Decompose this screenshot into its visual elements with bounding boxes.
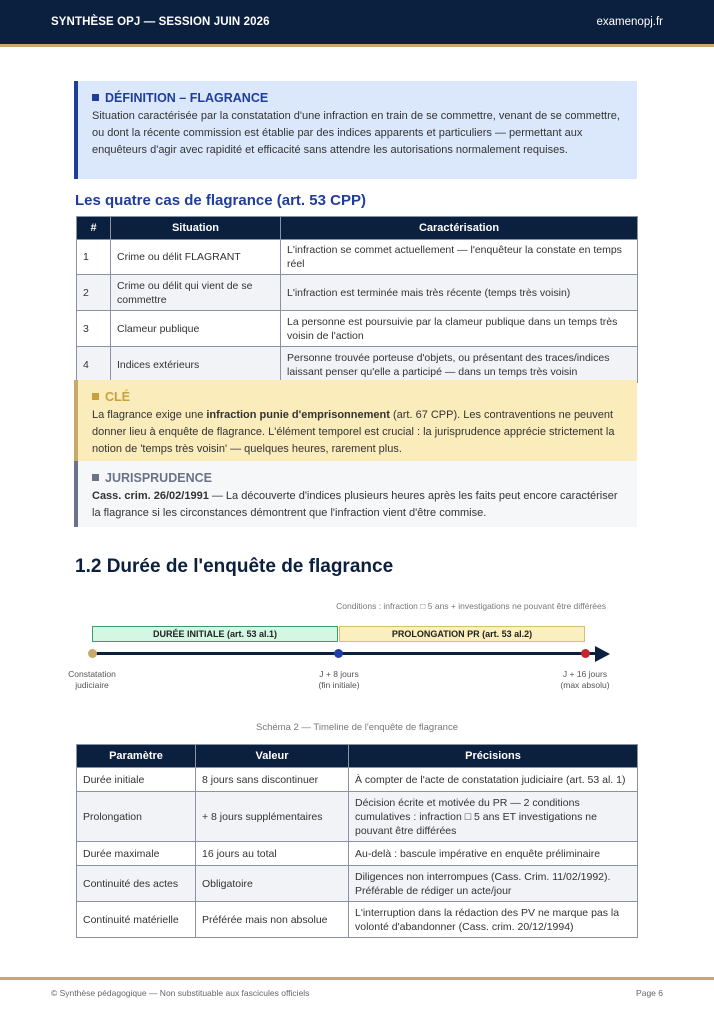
header-title: SYNTHÈSE OPJ — SESSION JUIN 2026: [51, 16, 270, 28]
square-bullet-icon: [92, 393, 99, 400]
table-cell: Crime ou délit qui vient de se commettre: [111, 275, 281, 311]
definition-title: DÉFINITION – FLAGRANCE: [105, 91, 269, 105]
table-cell: Diligences non interrompues (Cass. Crim. 11/02/1992). Préférable de rédiger un acte/jour: [349, 866, 638, 902]
table-cell: 2: [77, 275, 111, 311]
table-row: [77, 347, 638, 383]
table-cell: + 8 jours supplémentaires: [196, 792, 349, 842]
table-cell: Continuité matérielle: [77, 902, 196, 938]
table-cell: Continuité des actes: [77, 866, 196, 902]
table-cell: L'infraction se commet actuellement — l'enquêteur la constate en temps réel: [281, 240, 638, 275]
table-cell: 4: [77, 347, 111, 383]
table-row: [77, 842, 638, 866]
phase-extension-bar: PROLONGATION PR (art. 53 al.2): [339, 626, 585, 642]
key-callout: [74, 380, 637, 461]
table-cell: Personne trouvée porteuse d'objets, ou présentant des traces/indices laissant penser qu'elle a participé — dans un temps très voisin: [281, 347, 638, 383]
page-number: Page 6: [636, 988, 663, 998]
key-text: La flagrance exige une: [92, 409, 207, 421]
jurisprudence-title: JURISPRUDENCE: [105, 471, 212, 485]
timeline-diagram: [0, 595, 714, 735]
footer-divider: [0, 977, 714, 980]
table-cell: La personne est poursuivie par la clameur publique dans un temps très voisin de l'action: [281, 311, 638, 347]
table-cell: À compter de l'acte de constatation judiciaire (art. 53 al. 1): [349, 768, 638, 792]
key-title: CLÉ: [105, 390, 130, 404]
arrow-right-icon: [595, 646, 610, 662]
table-cell: Décision écrite et motivée du PR — 2 conditions cumulatives : infraction □ 5 ans ET investigations ne pouvant être différées: [349, 792, 638, 842]
table-cell: Durée initiale: [77, 768, 196, 792]
label-line: (fin initiale): [318, 680, 360, 690]
key-body: [92, 407, 623, 458]
table-row: [77, 768, 638, 792]
column-header: #: [77, 217, 111, 240]
table-cell: Durée maximale: [77, 842, 196, 866]
label-line: J + 16 jours: [562, 669, 608, 679]
table-row: [77, 275, 638, 311]
table-header-row: [77, 745, 638, 768]
header-site: examenopj.fr: [596, 16, 663, 28]
column-header: Précisions: [349, 745, 638, 768]
jurisprudence-ref: Cass. crim. 26/02/1991: [92, 490, 209, 502]
timeline-conditions: Conditions : infraction □ 5 ans + investigations ne pouvant être différées: [336, 601, 606, 611]
timeline-label: [299, 669, 379, 691]
table-cell: 1: [77, 240, 111, 275]
timeline-label: [52, 669, 132, 691]
label-line: J + 8 jours: [319, 669, 359, 679]
cases-table: [76, 216, 638, 383]
figure-caption: Schéma 2 — Timeline de l'enquête de flagrance: [256, 722, 458, 733]
timeline-axis: [92, 652, 598, 655]
square-bullet-icon: [92, 474, 99, 481]
jurisprudence-callout: [74, 461, 637, 527]
table-cell: 8 jours sans discontinuer: [196, 768, 349, 792]
table-row: [77, 902, 638, 938]
table-cell: Prolongation: [77, 792, 196, 842]
timeline-point-end: [581, 649, 590, 658]
section-title: 1.2 Durée de l'enquête de flagrance: [75, 556, 394, 577]
page-header: [0, 0, 714, 47]
timeline-point-mid: [334, 649, 343, 658]
square-bullet-icon: [92, 94, 99, 101]
table-header-row: [77, 217, 638, 240]
timeline-point-start: [88, 649, 97, 658]
definition-callout: [74, 81, 637, 179]
definition-heading: [92, 91, 623, 105]
table-row: [77, 792, 638, 842]
table-cell: Clameur publique: [111, 311, 281, 347]
table-cell: Crime ou délit FLAGRANT: [111, 240, 281, 275]
table-cell: 3: [77, 311, 111, 347]
table-row: [77, 240, 638, 275]
label-line: Constatation: [68, 669, 116, 679]
table-cell: 16 jours au total: [196, 842, 349, 866]
column-header: Valeur: [196, 745, 349, 768]
duration-table: [76, 744, 638, 938]
definition-body: Situation caractérisée par la constatation d'une infraction en train de se commettre, venant de se commettre, ou dont la récente commission est établie par des indices apparents et particuliers — permettant aux enquêteurs d'agir avec rapidité et efficacité sans attendre les autorisations normalement requises.: [92, 110, 620, 156]
column-header: Paramètre: [77, 745, 196, 768]
table-row: [77, 311, 638, 347]
table-cell: Au-delà : bascule impérative en enquête préliminaire: [349, 842, 638, 866]
key-heading: [92, 390, 623, 404]
table-cell: L'interruption dans la rédaction des PV ne marque pas la volonté d'abandonner (Cass. crim. 20/12/1994): [349, 902, 638, 938]
footer-note: © Synthèse pédagogique — Non substituable aux fascicules officiels: [51, 988, 310, 998]
phase-initial-bar: DURÉE INITIALE (art. 53 al.1): [92, 626, 338, 642]
table-cell: Indices extérieurs: [111, 347, 281, 383]
jurisprudence-text: — La découverte d'indices plusieurs heures après les faits peut encore caractériser la flagrance si les circonstances démontrent que l'infraction vient d'être commise.: [92, 490, 618, 519]
timeline-label: [545, 669, 625, 691]
label-line: judiciaire: [75, 680, 109, 690]
key-text: (art. 67 CPP). Les contraventions ne peuvent donner lieu à enquête de flagrance. L'élément temporel est crucial : la jurisprudence apprécie strictement la notion de 'temps très voisin' — quelques heures, rarement plus.: [92, 409, 615, 455]
table-cell: Obligatoire: [196, 866, 349, 902]
column-header: Caractérisation: [281, 217, 638, 240]
table-row: [77, 866, 638, 902]
label-line: (max absolu): [560, 680, 610, 690]
column-header: Situation: [111, 217, 281, 240]
table-cell: L'infraction est terminée mais très récente (temps très voisin): [281, 275, 638, 311]
cases-title: Les quatre cas de flagrance (art. 53 CPP): [75, 192, 366, 209]
jurisprudence-heading: [92, 471, 623, 485]
table-cell: Préférée mais non absolue: [196, 902, 349, 938]
jurisprudence-body: [92, 488, 623, 522]
key-bold-text: infraction punie d'emprisonnement: [206, 409, 390, 421]
